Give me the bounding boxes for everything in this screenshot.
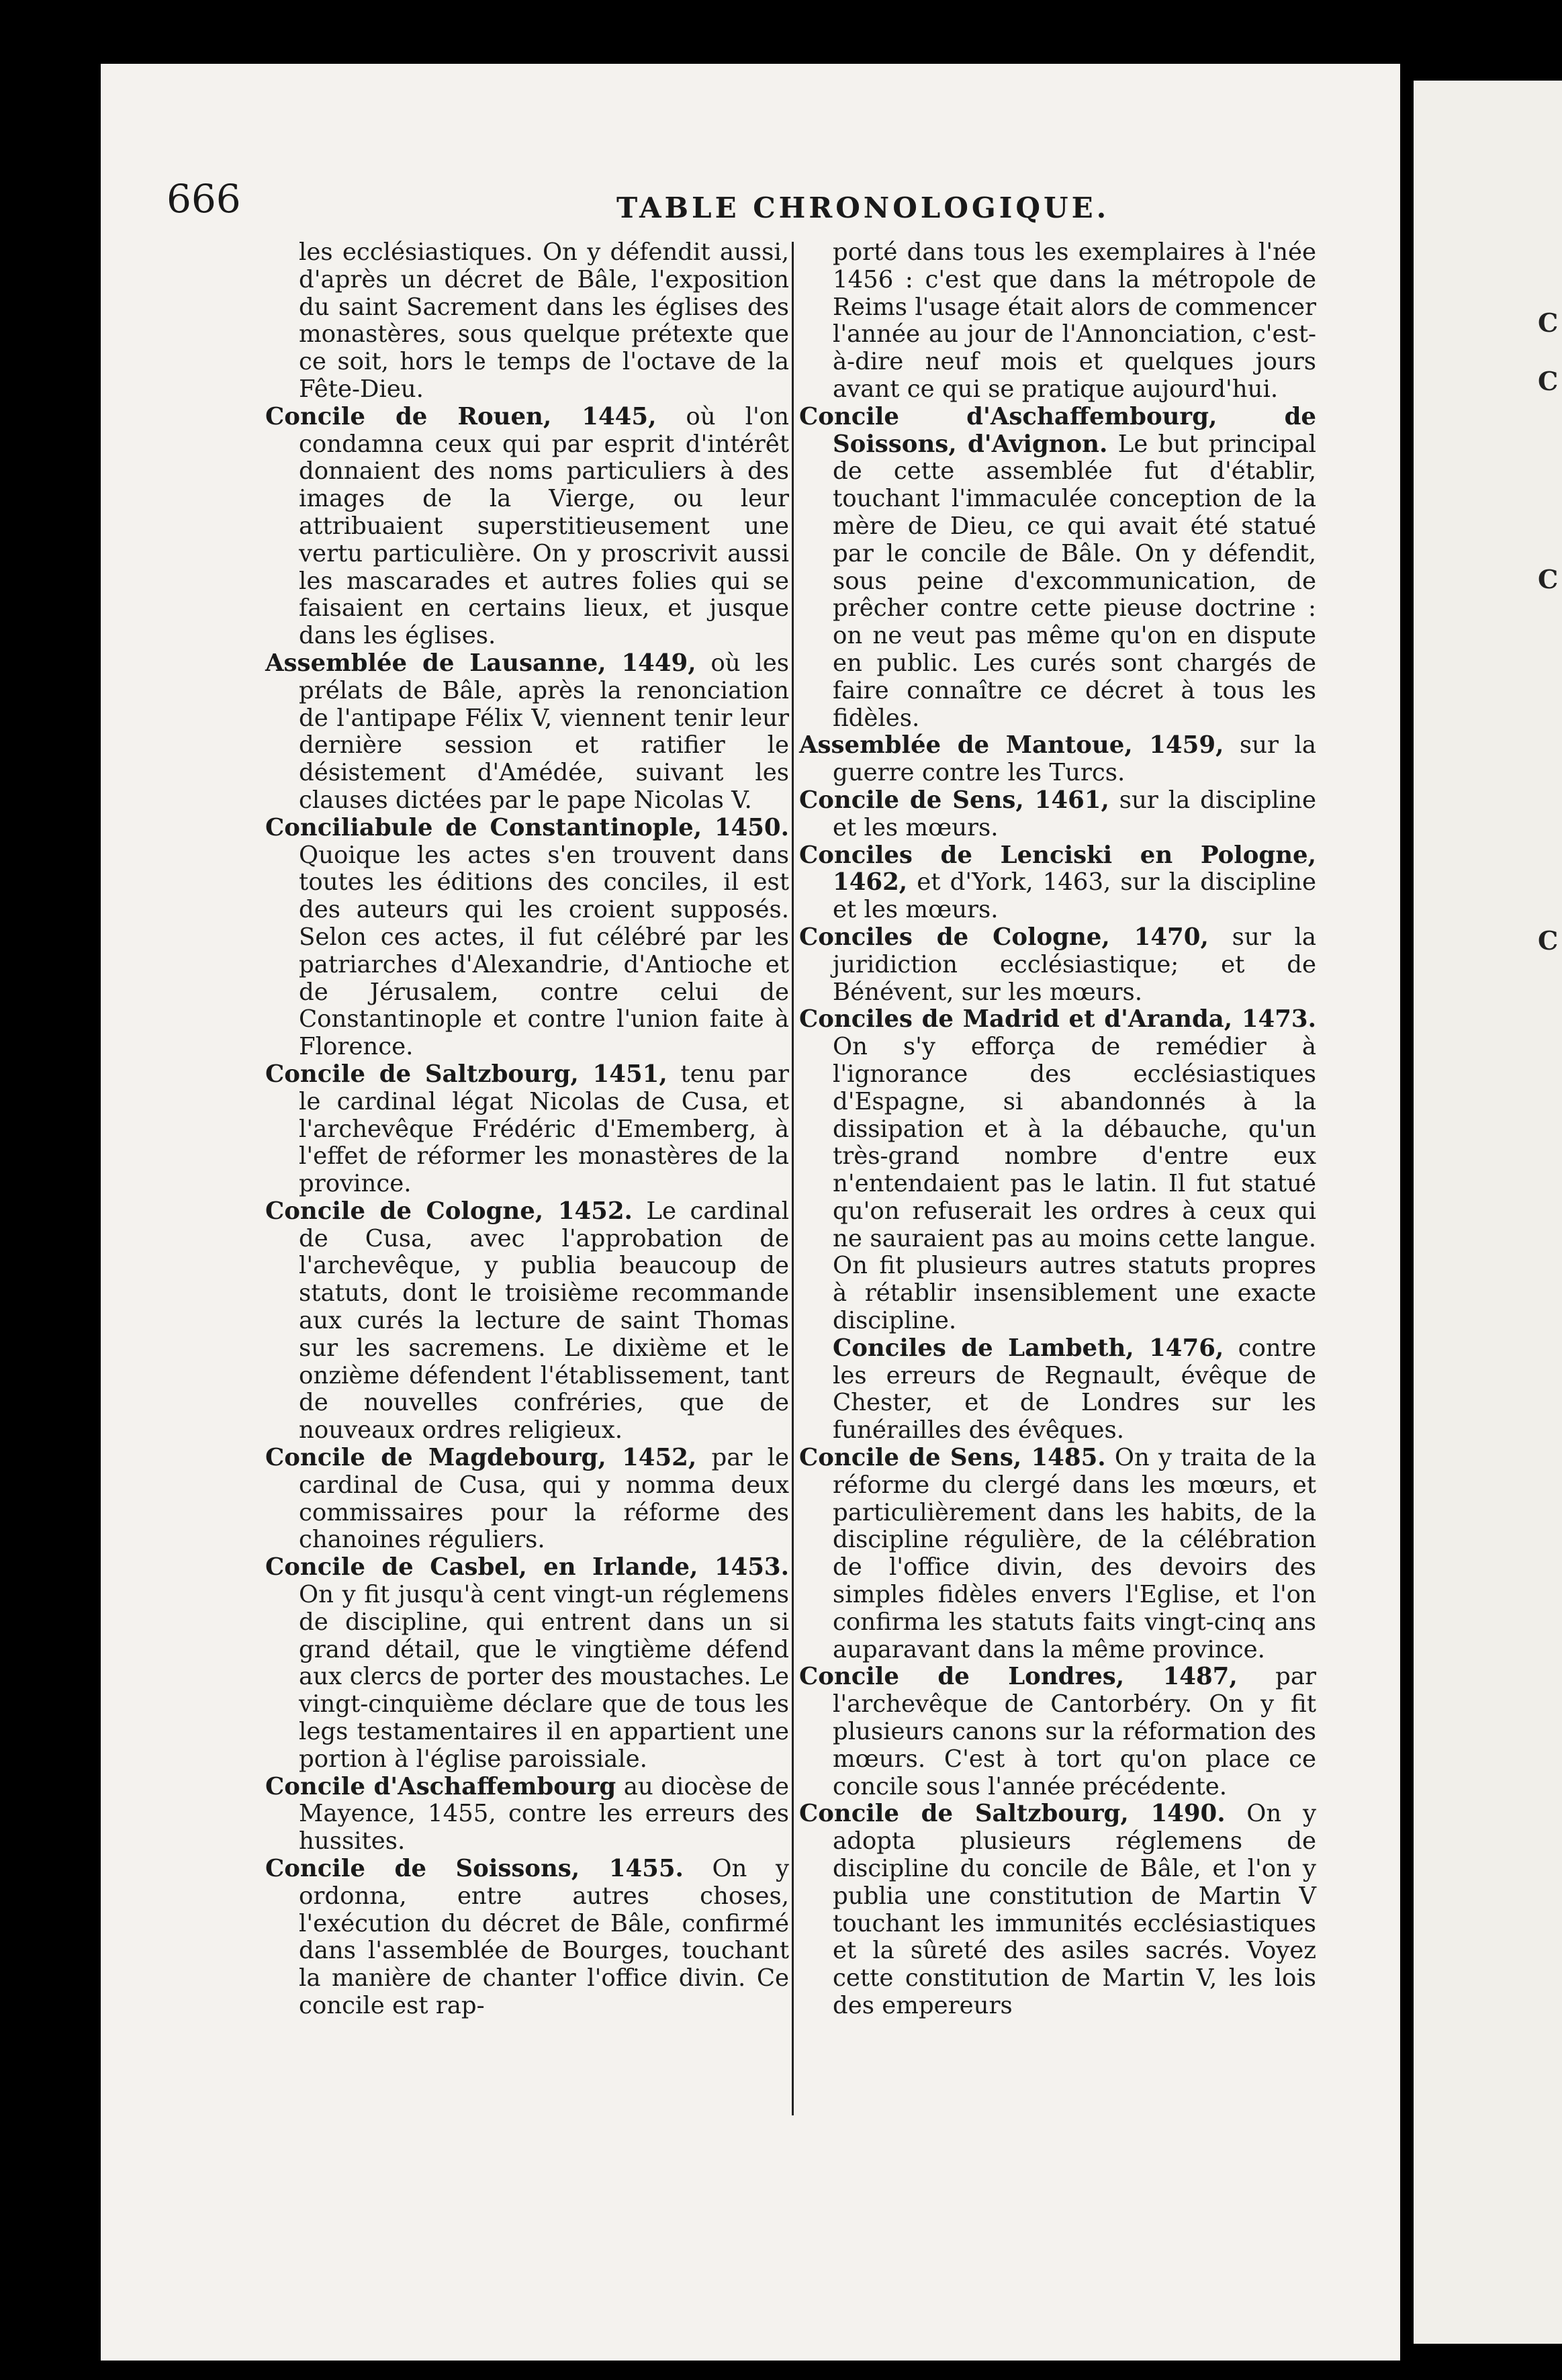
- entry-text: tenu par le cardinal légat Nicolas de Cusa, et l'archevêque Frédéric d'Ememberg, à l'effet de réformer les monastères de la province.: [299, 1060, 789, 1198]
- chronology-entry: [265, 1856, 789, 2020]
- entry-heading: Concile de Casbel, en Irlande, 1453.: [265, 1553, 789, 1582]
- chronology-entry: [799, 1006, 1316, 1335]
- column-divider: [792, 242, 794, 2115]
- entry-text: Le cardinal de Cusa, avec l'approbation de l'archevêque, y publia beaucoup de statuts, dont le troisième recommande aux curés la lecture de saint Thomas sur les sacremens. Le dixième et le onzième défendent l'établissement, tant de nouvelles confréries, que de nouveaux ordres religieux.: [299, 1197, 789, 1445]
- chronology-entry: [799, 1445, 1316, 1663]
- adjacent-page-fragment: C: [1538, 564, 1559, 594]
- chronology-entry: [799, 1663, 1316, 1800]
- adjacent-page-fragment: C: [1538, 308, 1559, 338]
- right-column: [799, 239, 1316, 2020]
- entry-heading: Concile de Londres, 1487,: [799, 1663, 1238, 1691]
- entry-text: contre les erreurs de Regnault, évêque de Chester, et de Londres sur les funérailles des évêques.: [833, 1334, 1316, 1445]
- entry-text: On s'y efforça de remédier à l'ignorance des ecclésiastiques d'Espagne, si abandonnés à la dissipation et à la débauche, qu'un très-grand nombre d'entre eux n'entendaient pas le latin. Il fut statué qu'on refuserait les ordres à ceux qui ne sauraient pas au moins cette langue. On fit plusieurs autres statuts propres à rétablir insensiblement une exacte discipline.: [833, 1033, 1316, 1335]
- entry-heading: Conciles de Lambeth, 1476,: [833, 1334, 1224, 1362]
- chronology-entry: [265, 1061, 789, 1198]
- entry-heading: Concile de Rouen, 1445,: [265, 402, 657, 430]
- chronology-entry: [799, 787, 1316, 842]
- chronology-entry: [799, 924, 1316, 1006]
- entry-heading: Concile d'Aschaffembourg: [265, 1772, 616, 1800]
- adjacent-page-edge: [1414, 81, 1562, 2344]
- entry-text: et d'York, 1463, sur la discipline et les mœurs.: [833, 868, 1316, 924]
- entry-heading: Concile d'Aschaffembourg, de Soissons, d'Avignon.: [799, 402, 1316, 458]
- chronology-entry: [799, 404, 1316, 733]
- entry-heading: Concile de Cologne, 1452.: [265, 1197, 633, 1225]
- entry-heading: Concile de Saltzbourg, 1490.: [799, 1800, 1226, 1828]
- entry-heading: Concile de Sens, 1461,: [799, 786, 1109, 814]
- entry-text: Le but principal de cette assemblée fut d'établir, touchant l'immaculée conception de la mère de Dieu, ce qui avait été statué par le concile de Bâle. On y défendit, sous peine d'excommunication, de prêcher contre cette pieuse doctrine : on ne veut pas même qu'on en dispute en public. Les curés sont chargés de faire connaître ce décret à tous les fidèles.: [833, 430, 1316, 732]
- chronology-entry: [265, 1774, 789, 1856]
- left-column: [265, 239, 789, 2020]
- chronology-entry: [799, 1335, 1316, 1445]
- entry-heading: Assemblée de Lausanne, 1449,: [265, 649, 696, 677]
- entry-heading: Concile de Soissons, 1455.: [265, 1855, 684, 1883]
- chronology-entry: [265, 815, 789, 1061]
- chronology-entry: [799, 239, 1316, 404]
- entry-heading: Conciles de Lenciski en Pologne, 1462,: [799, 841, 1316, 897]
- adjacent-page-fragment: C: [1538, 366, 1559, 396]
- entry-text: On y fit jusqu'à cent vingt-un réglemens de discipline, qui entrent dans un si grand détail, que le vingtième défend aux clercs de porter des moustaches. Le vingt-cinquième déclare que de tous les legs testamentaires il en appartient une portion à l'église paroissiale.: [299, 1581, 789, 1773]
- entry-text: sur la discipline et les mœurs.: [833, 786, 1316, 841]
- chronology-entry: [265, 239, 789, 404]
- chronology-entry: [265, 404, 789, 650]
- entry-text: où les prélats de Bâle, après la renonciation de l'antipape Félix V, viennent tenir leur dernière session et ratifier le désistement d'Amédée, suivant les clauses dictées par le pape Nicolas V.: [299, 649, 790, 814]
- entry-text: porté dans tous les exemplaires à l'née 1456 : c'est que dans la métropole de Reims l'usage était alors de commencer l'année au jour de l'Annonciation, c'est-à-dire neuf mois et quelques jours avant ce qui se pratique aujourd'hui.: [833, 238, 1316, 403]
- chronology-entry: [265, 1445, 789, 1554]
- chronology-entry: [799, 732, 1316, 787]
- entry-text: On y adopta plusieurs réglemens de discipline du concile de Bâle, et l'on y publia une constitution de Martin V touchant les immunités ecclésiastiques et la sûreté des asiles sacrés. Voyez cette constitution de Martin V, les lois des empereurs: [833, 1800, 1316, 2019]
- entry-text: sur la juridiction ecclésiastique; et de Bénévent, sur les mœurs.: [833, 923, 1317, 1006]
- entry-text: par l'archevêque de Cantorbéry. On y fit plusieurs canons sur la réformation des mœurs. C'est à tort qu'on place ce concile sous l'année précédente.: [833, 1663, 1316, 1800]
- entry-text: où l'on condamna ceux qui par esprit d'intérêt donnaient des noms particuliers à des images de la Vierge, ou leur attribuaient superstitieusement une vertu particulière. On y proscrivit aussi les mascarades et autres folies qui se faisaient en certains lieux, et jusque dans les églises.: [299, 402, 790, 650]
- entry-text: au diocèse de Mayence, 1455, contre les erreurs des hussites.: [299, 1772, 789, 1856]
- chronology-entry: [265, 1198, 789, 1445]
- entry-text: On y ordonna, entre autres choses, l'exécution du décret de Bâle, confirmé dans l'assemblée de Bourges, touchant la manière de chanter l'office divin. Ce concile est rap-: [299, 1855, 790, 2019]
- entry-heading: Concile de Saltzbourg, 1451,: [265, 1060, 668, 1088]
- entry-heading: Conciles de Cologne, 1470,: [799, 923, 1209, 951]
- entry-heading: Assemblée de Mantoue, 1459,: [799, 731, 1224, 760]
- chronology-entry: [799, 842, 1316, 924]
- entry-text: par le cardinal de Cusa, qui y nomma deux commissaires pour la réforme des chanoines réguliers.: [299, 1444, 789, 1554]
- page-number: 666: [167, 176, 241, 222]
- chronology-entry: [265, 650, 789, 815]
- entry-heading: Conciles de Madrid et d'Aranda, 1473.: [799, 1005, 1316, 1034]
- entry-text: On y traita de la réforme du clergé dans les mœurs, et particulièrement dans les habits, de la discipline régulière, de la célébration de l'office divin, des devoirs des simples fidèles envers l'Eglise, et l'on confirma les statuts faits vingt-cinq ans auparavant dans la même province.: [833, 1444, 1316, 1663]
- entry-heading: Concile de Magdebourg, 1452,: [265, 1444, 697, 1472]
- adjacent-page-fragment: C: [1538, 925, 1559, 956]
- entry-text: Quoique les actes s'en trouvent dans toutes les éditions des conciles, il est des auteurs qui les croient supposés. Selon ces actes, il fut célébré par les patriarches d'Alexandrie, d'Antioche et de Jérusalem, contre celui de Constantinople et contre l'union faite à Florence.: [299, 841, 789, 1061]
- entry-text: sur la guerre contre les Turcs.: [833, 731, 1317, 787]
- chronology-entry: [265, 1554, 789, 1773]
- entry-heading: Concile de Sens, 1485.: [799, 1444, 1106, 1472]
- running-head: TABLE CHRONOLOGIQUE.: [616, 191, 1110, 224]
- entry-text: les ecclésiastiques. On y défendit aussi, d'après un décret de Bâle, l'exposition du saint Sacrement dans les églises des monastères, sous quelque prétexte que ce soit, hors le temps de l'octave de la Fête-Dieu.: [299, 238, 789, 403]
- chronology-entry: [799, 1800, 1316, 2019]
- entry-heading: Conciliabule de Constantinople, 1450.: [265, 813, 789, 841]
